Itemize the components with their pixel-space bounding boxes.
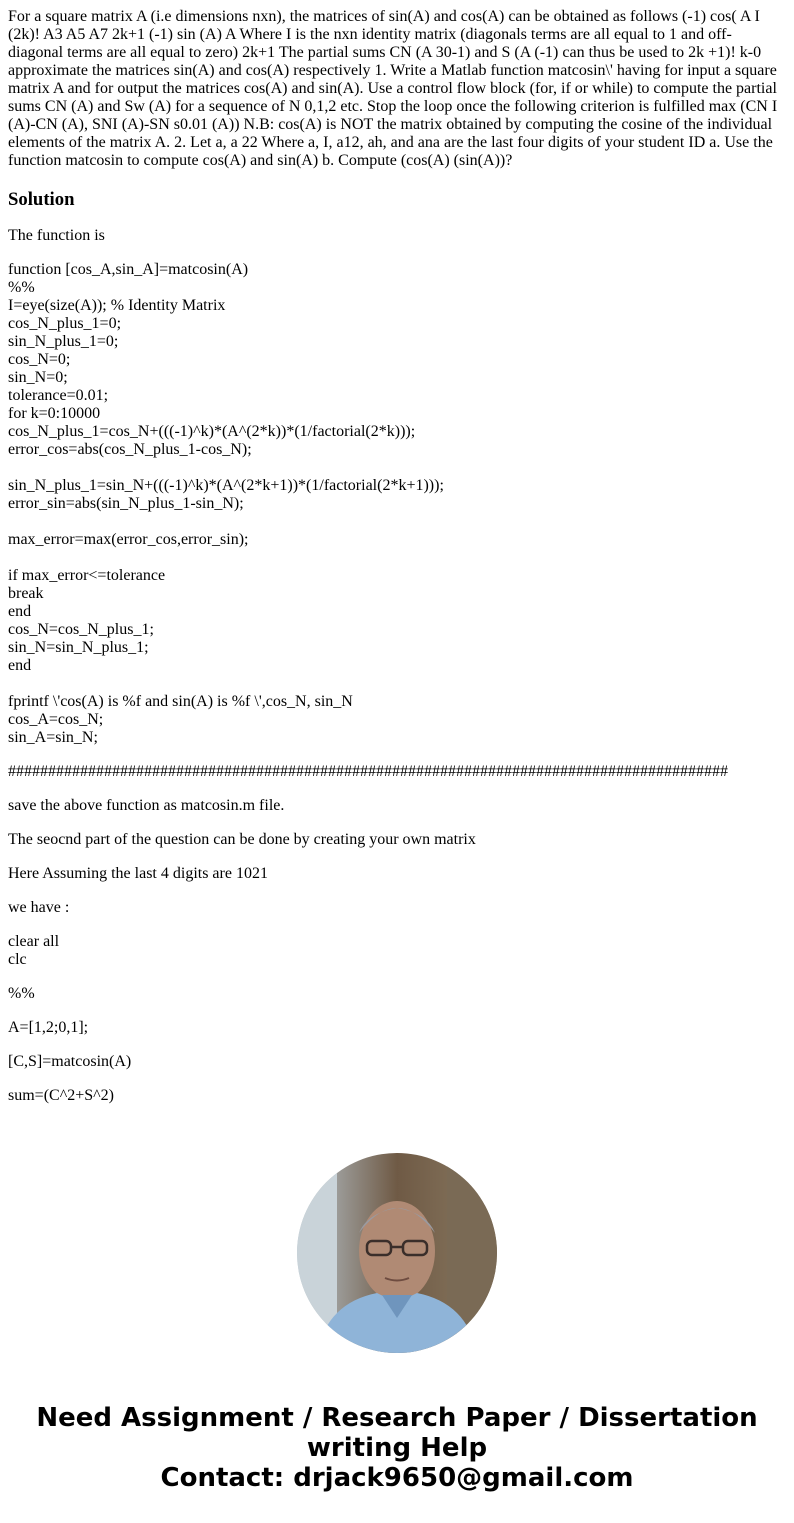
script-matrix-line: A=[1,2;0,1];: [8, 1019, 89, 1036]
code-line: error_sin=abs(sin_N_plus_1-sin_N);: [8, 495, 244, 512]
code-line: if max_error<=tolerance: [8, 567, 166, 584]
save-note: save the above function as matcosin.m file.: [8, 797, 285, 814]
code-line: %%: [8, 279, 35, 296]
code-line: I=eye(size(A)); % Identity Matrix: [8, 297, 226, 314]
we-have-text: we have :: [8, 899, 70, 916]
promo-contact: Contact: drjack9650@gmail.com: [160, 1463, 634, 1493]
code-line: function [cos_A,sin_A]=matcosin(A): [8, 261, 249, 278]
code-line: tolerance=0.01;: [8, 387, 109, 404]
separator-line: ##########################################################################################: [8, 763, 728, 780]
code-line: cos_N=0;: [8, 351, 71, 368]
solution-heading: Solution: [8, 189, 75, 210]
script-clear-block: [8, 933, 786, 969]
script-section-marker: %%: [8, 985, 35, 1002]
code-line: break: [8, 585, 44, 602]
code-line: cos_N_plus_1=0;: [8, 315, 122, 332]
intro-text: The function is: [8, 227, 105, 244]
script-call-line: [C,S]=matcosin(A): [8, 1053, 132, 1070]
promo-line-1: Need Assignment / Research Paper / Dissertation: [36, 1403, 758, 1433]
promo-footer: [0, 1403, 794, 1493]
code-line: cos_A=cos_N;: [8, 711, 104, 728]
code-line: sin_N_plus_1=0;: [8, 333, 119, 350]
code-line: end: [8, 657, 32, 674]
code-line: end: [8, 603, 32, 620]
function-code-block: [8, 261, 786, 747]
code-line: cos_N_plus_1=cos_N+(((-1)^k)*(A^(2*k))*(1/factorial(2*k)));: [8, 423, 416, 440]
code-line: max_error=max(error_cos,error_sin);: [8, 531, 249, 548]
code-line: sin_N=0;: [8, 369, 68, 386]
code-line: [8, 549, 786, 567]
script-line: clear all: [8, 933, 60, 950]
code-line: fprintf \'cos(A) is %f and sin(A) is %f \',cos_N, sin_N: [8, 693, 353, 710]
code-line: error_cos=abs(cos_N_plus_1-cos_N);: [8, 441, 252, 458]
author-avatar: [297, 1153, 497, 1353]
assumption-text: Here Assuming the last 4 digits are 1021: [8, 865, 268, 882]
question-text: For a square matrix A (i.e dimensions nxn), the matrices of sin(A) and cos(A) can be obtained as follows (-1) cos( A I (2k)! A3 A5 A7 2k+1 (-1) sin (A) A Where I is the nxn identity matrix (diagonals terms are all equal to 1 and off-diagonal terms are all equal to zero) 2k+1 The partial sums CN (A 30-1) and S (A (-1) can thus be used to 2k +1)! k-0 approximate the matrices sin(A) and cos(A) respectively 1. Write a Matlab function matcosin\' having for input a square matrix A and for output the matrices cos(A) and sin(A). Use a control flow block (for, if or while) to compute the partial sums CN (A) and Sw (A) for a sequence of N 0,1,2 etc. Stop the loop once the following criterion is fulfilled max (CN I (A)-CN (A), SNI (A)-SN s0.01 (A)) N.B: cos(A) is NOT the matrix obtained by computing the cosine of the individual elements of the matrix A. 2. Let a, a 22 Where a, I, a12, ah, and ana are the last four digits of your student ID a. Use the function matcosin to compute cos(A) and sin(A) b. Compute (cos(A) (sin(A))?: [8, 8, 778, 169]
code-line: sin_N_plus_1=sin_N+(((-1)^k)*(A^(2*k+1))*(1/factorial(2*k+1)));: [8, 477, 444, 494]
script-line: clc: [8, 951, 27, 968]
author-photo: [297, 1153, 497, 1353]
code-line: [8, 513, 786, 531]
script-sum-line: sum=(C^2+S^2): [8, 1087, 114, 1104]
code-line: [8, 675, 786, 693]
code-line: cos_N=cos_N_plus_1;: [8, 621, 154, 638]
promo-line-2: writing Help: [306, 1433, 488, 1463]
answer-page: [8, 8, 786, 1105]
second-part-note: The seocnd part of the question can be done by creating your own matrix: [8, 831, 476, 848]
code-line: for k=0:10000: [8, 405, 101, 422]
code-line: sin_N=sin_N_plus_1;: [8, 639, 149, 656]
code-line: [8, 459, 786, 477]
code-line: sin_A=sin_N;: [8, 729, 98, 746]
